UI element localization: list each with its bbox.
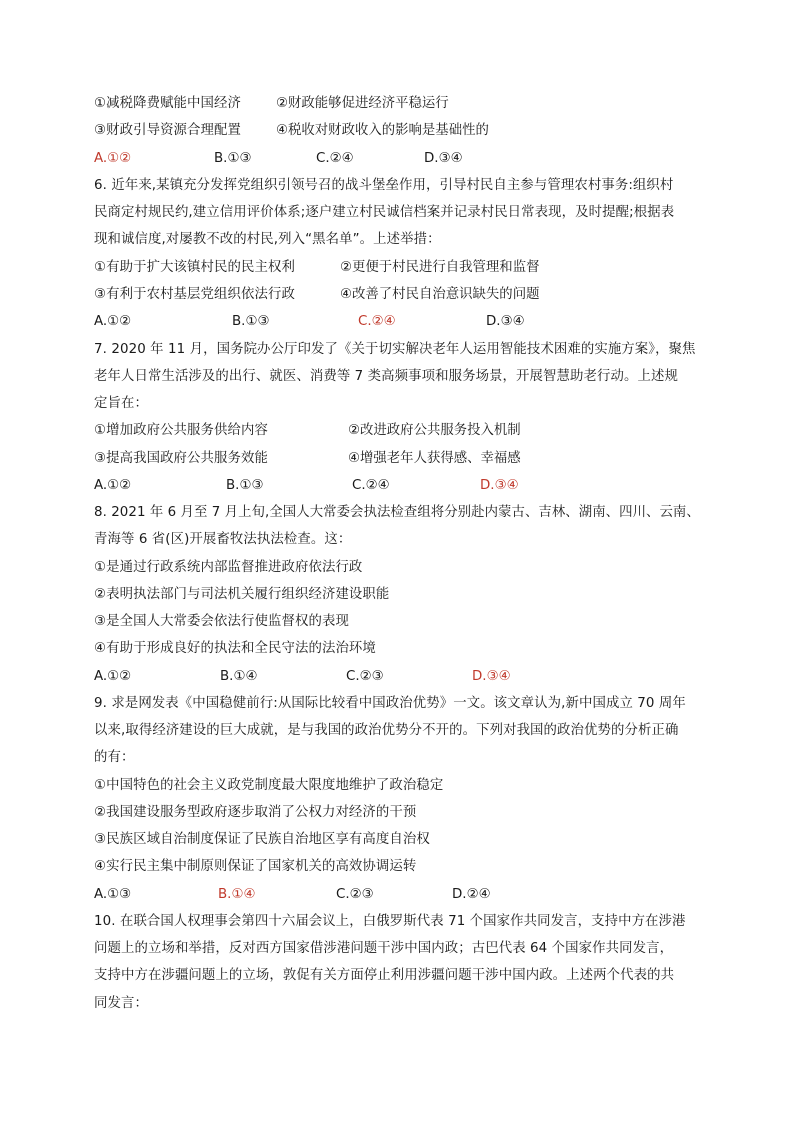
q7-option-d: D.③④: [480, 478, 519, 493]
q6-item-4: ④改善了村民自治意识缺失的问题: [340, 287, 540, 302]
q9-item-2: ②我国建设服务型政府逐步取消了公权力对经济的干预: [94, 805, 417, 820]
q8-option-c: C.②③: [346, 669, 384, 684]
q8-stem-line-2: 青海等 6 省(区)开展畜牧法执法检查。这：: [94, 532, 352, 547]
q10-stem-line-1: 10. 在联合国人权理事会第四十六届会议上，白俄罗斯代表 71 个国家作共同发言，支持中方在涉港: [94, 914, 686, 929]
q6-option-a: A.①②: [94, 314, 132, 329]
q5-option-d: D.③④: [424, 151, 463, 166]
q6-stem-line-3: 现和诚信度,对屡教不改的村民,列入“黑名单”。上述举措：: [94, 232, 441, 247]
q8-option-a: A.①②: [94, 669, 132, 684]
q6-stem-line-1: 6. 近年来,某镇充分发挥党组织引领号召的战斗堡垒作用，引导村民自主参与管理农村事务:组织村: [94, 178, 674, 193]
q9-item-3: ③民族区域自治制度保证了民族自治地区享有高度自治权: [94, 832, 430, 847]
q7-item-4: ④增强老年人获得感、幸福感: [348, 451, 521, 466]
q7-item-1: ①增加政府公共服务供给内容: [94, 423, 268, 438]
q5-item-1: ①减税降费赋能中国经济: [94, 96, 242, 111]
q7-option-b: B.①③: [226, 478, 264, 493]
q9-option-c: C.②③: [336, 887, 374, 902]
q10-stem-line-2: 问题上的立场和举措，反对西方国家借涉港问题干涉中国内政；古巴代表 64 个国家作共同发言，: [94, 941, 674, 956]
q8-item-1: ①是通过行政系统内部监督推进政府依法行政: [94, 560, 363, 575]
q9-option-a: A.①③: [94, 887, 132, 902]
q8-option-d: D.③④: [472, 669, 511, 684]
q9-stem-line-2: 以来,取得经济建设的巨大成就，是与我国的政治优势分不开的。下列对我国的政治优势的分析正确: [94, 723, 679, 738]
q8-option-b: B.①④: [220, 669, 258, 684]
q9-stem-line-1: 9. 求是网发表《中国稳健前行:从国际比较看中国政治优势》一文。该文章认为,新中国成立 70 周年: [94, 696, 686, 711]
q5-item-3: ③财政引导资源合理配置: [94, 123, 242, 138]
q10-stem-line-4: 同发言：: [94, 996, 148, 1011]
q6-option-d: D.③④: [486, 314, 525, 329]
q5-option-a: A.①②: [94, 151, 132, 166]
q9-option-b: B.①④: [218, 887, 256, 902]
q7-item-2: ②改进政府公共服务投入机制: [348, 423, 521, 438]
q6-option-b: B.①③: [232, 314, 270, 329]
q7-option-c: C.②④: [352, 478, 390, 493]
q7-stem-line-2: 老年人日常生活涉及的出行、就医、消费等 7 类高频事项和服务场景，开展智慧助老行动。上述规: [94, 369, 678, 384]
q7-stem-line-3: 定旨在：: [94, 396, 148, 411]
q6-item-2: ②更便于村民进行自我管理和监督: [340, 260, 540, 275]
q8-stem-line-1: 8. 2021 年 6 月至 7 月上旬,全国人大常委会执法检查组将分别赴内蒙古、吉林、湖南、四川、云南、: [94, 505, 700, 520]
q6-item-3: ③有利于农村基层党组织依法行政: [94, 287, 295, 302]
q6-option-c: C.②④: [358, 314, 396, 329]
q5-option-b: B.①③: [214, 151, 252, 166]
q8-item-4: ④有助于形成良好的执法和全民守法的法治环境: [94, 641, 376, 656]
q10-stem-line-3: 支持中方在涉疆问题上的立场，敦促有关方面停止利用涉疆问题干涉中国内政。上述两个代表的共: [94, 968, 675, 983]
q9-option-d: D.②④: [452, 887, 491, 902]
q7-stem-line-1: 7. 2020 年 11 月，国务院办公厅印发了《关于切实解决老年人运用智能技术困难的实施方案》，聚焦: [94, 342, 696, 357]
q6-stem-line-2: 民商定村规民约,建立信用评价体系;逐户建立村民诚信档案并记录村民日常表现，及时提醒;根据表: [94, 205, 675, 220]
q5-item-4: ④税收对财政收入的影响是基础性的: [276, 123, 489, 138]
q8-item-2: ②表明执法部门与司法机关履行组织经济建设职能: [94, 587, 390, 602]
q8-item-3: ③是全国人大常委会依法行使监督权的表现: [94, 614, 349, 629]
q7-item-3: ③提高我国政府公共服务效能: [94, 451, 268, 466]
q7-option-a: A.①②: [94, 478, 132, 493]
q9-item-4: ④实行民主集中制原则保证了国家机关的高效协调运转: [94, 859, 417, 874]
q5-item-2: ②财政能够促进经济平稳运行: [276, 96, 449, 111]
q6-item-1: ①有助于扩大该镇村民的民主权利: [94, 260, 295, 275]
q9-item-1: ①中国特色的社会主义政党制度最大限度地维护了政治稳定: [94, 778, 444, 793]
q5-option-c: C.②④: [316, 151, 354, 166]
q9-stem-line-3: 的有：: [94, 750, 135, 765]
